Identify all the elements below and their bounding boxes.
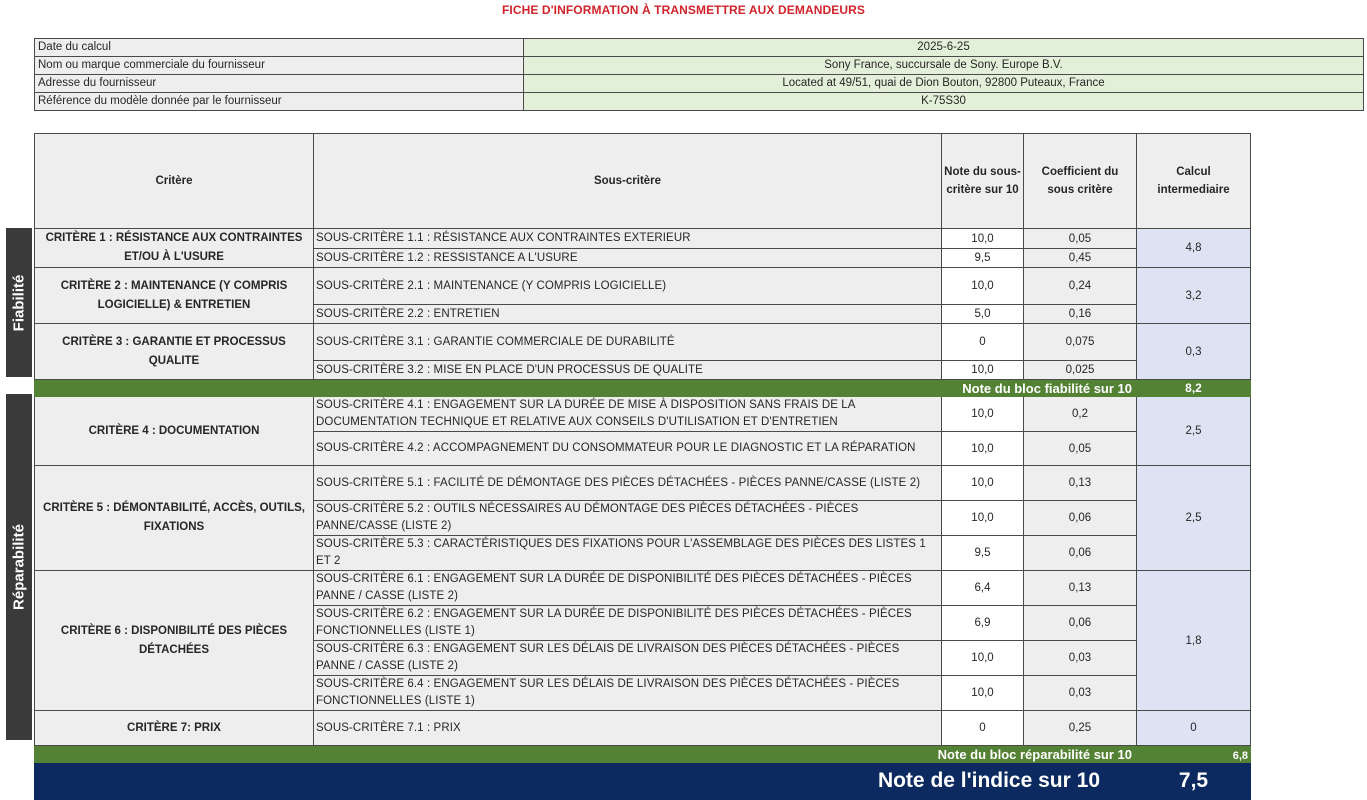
subcriterion-coef: 0,13 — [1024, 571, 1137, 606]
table-row — [35, 397, 1251, 432]
subcriterion-note[interactable]: 10,0 — [942, 466, 1024, 501]
subcriterion-label: SOUS-CRITÈRE 5.2 : OUTILS NÉCESSAIRES AU DÉMONTAGE DES PIÈCES DÉTACHÉES - PIÈCES PANNE/CASSE (LISTE 2) — [314, 501, 942, 536]
criterion-calc: 1,8 — [1137, 571, 1251, 711]
subcriterion-label: SOUS-CRITÈRE 1.2 : RESSISTANCE A L'USURE — [314, 249, 942, 268]
subcriterion-note[interactable]: 10,0 — [942, 501, 1024, 536]
subcriterion-label: SOUS-CRITÈRE 6.2 : ENGAGEMENT SUR LA DURÉE DE DISPONIBILITÉ DES PIÈCES DÉTACHÉES - PIÈCES FONCTIONNELLES (LISTE 1) — [314, 606, 942, 641]
info-row — [35, 39, 1364, 57]
criterion-calc: 2,5 — [1137, 397, 1251, 466]
subcriterion-note[interactable]: 0 — [942, 711, 1024, 746]
band-reparabilite-label: Réparabilité — [10, 524, 28, 610]
subcriterion-coef: 0,06 — [1024, 501, 1137, 536]
subcriterion-note[interactable]: 0 — [942, 324, 1024, 361]
subcriterion-coef: 0,025 — [1024, 361, 1137, 380]
score-table — [34, 133, 1251, 800]
subcriterion-label: SOUS-CRITÈRE 1.1 : RÉSISTANCE AUX CONTRAINTES EXTERIEUR — [314, 229, 942, 249]
header-note: Note du sous-critère sur 10 — [942, 134, 1024, 229]
subcriterion-note[interactable]: 10,0 — [942, 229, 1024, 249]
bloc-reparabilite-label: Note du bloc réparabilité sur 10 — [35, 746, 1137, 763]
info-row — [35, 93, 1364, 111]
header-sous-critere: Sous-critère — [314, 134, 942, 229]
subcriterion-coef: 0,03 — [1024, 676, 1137, 711]
subcriterion-note[interactable]: 9,5 — [942, 536, 1024, 571]
subcriterion-label: SOUS-CRITÈRE 4.2 : ACCOMPAGNEMENT DU CONSOMMATEUR POUR LE DIAGNOSTIC ET LA RÉPARATION — [314, 432, 942, 466]
band-fiabilite — [6, 228, 32, 377]
subcriterion-note[interactable]: 10,0 — [942, 397, 1024, 432]
info-value[interactable]: 2025-6-25 — [524, 39, 1364, 57]
criterion-calc: 0 — [1137, 711, 1251, 746]
indice-value: 7,5 — [1137, 763, 1251, 800]
subcriterion-label: SOUS-CRITÈRE 6.3 : ENGAGEMENT SUR LES DÉLAIS DE LIVRAISON DES PIÈCES DÉTACHÉES - PIÈCES PANNE / CASSE (LISTE 2) — [314, 641, 942, 676]
criterion-label: CRITÈRE 6 : DISPONIBILITÉ DES PIÈCES DÉTACHÉES — [35, 571, 314, 711]
info-label: Adresse du fournisseur — [35, 75, 524, 93]
indice-label: Note de l'indice sur 10 — [35, 763, 1137, 800]
table-row — [35, 711, 1251, 746]
subcriterion-coef: 0,05 — [1024, 432, 1137, 466]
supplier-info-table — [34, 38, 1364, 111]
criterion-label: CRITÈRE 1 : RÉSISTANCE AUX CONTRAINTES ET/OU À L'USURE — [35, 229, 314, 268]
header-coef: Coefficient du sous critère — [1024, 134, 1137, 229]
subcriterion-note[interactable]: 10,0 — [942, 268, 1024, 305]
info-label: Nom ou marque commerciale du fournisseur — [35, 57, 524, 75]
subcriterion-note[interactable]: 5,0 — [942, 305, 1024, 324]
bloc-fiabilite-row — [35, 380, 1251, 397]
subcriterion-label: SOUS-CRITÈRE 3.1 : GARANTIE COMMERCIALE DE DURABILITÉ — [314, 324, 942, 361]
subcriterion-coef: 0,2 — [1024, 397, 1137, 432]
criterion-calc: 2,5 — [1137, 466, 1251, 571]
table-row — [35, 466, 1251, 501]
info-value[interactable]: Located at 49/51, quai de Dion Bouton, 92800 Puteaux, France — [524, 75, 1364, 93]
info-row — [35, 57, 1364, 75]
subcriterion-note[interactable]: 6,4 — [942, 571, 1024, 606]
criterion-label: CRITÈRE 5 : DÉMONTABILITÉ, ACCÈS, OUTILS, FIXATIONS — [35, 466, 314, 571]
subcriterion-coef: 0,45 — [1024, 249, 1137, 268]
subcriterion-label: SOUS-CRITÈRE 6.4 : ENGAGEMENT SUR LES DÉLAIS DE LIVRAISON DES PIÈCES DÉTACHÉES - PIÈCES FONCTIONNELLES (LISTE 1) — [314, 676, 942, 711]
bloc-reparabilite-value: 6,8 — [1137, 746, 1251, 763]
criterion-label: CRITÈRE 3 : GARANTIE ET PROCESSUS QUALITE — [35, 324, 314, 380]
subcriterion-label: SOUS-CRITÈRE 5.3 : CARACTÉRISTIQUES DES FIXATIONS POUR L'ASSEMBLAGE DES PIÈCES DES LISTES 1 ET 2 — [314, 536, 942, 571]
bloc-fiabilite-value: 8,2 — [1137, 380, 1251, 397]
indice-row — [35, 763, 1251, 800]
subcriterion-label: SOUS-CRITÈRE 2.1 : MAINTENANCE (Y COMPRIS LOGICIELLE) — [314, 268, 942, 305]
subcriterion-note[interactable]: 6,9 — [942, 606, 1024, 641]
criterion-label: CRITÈRE 2 : MAINTENANCE (Y COMPRIS LOGICIELLE) & ENTRETIEN — [35, 268, 314, 324]
subcriterion-coef: 0,24 — [1024, 268, 1137, 305]
subcriterion-coef: 0,25 — [1024, 711, 1137, 746]
info-label: Référence du modèle donnée par le fournisseur — [35, 93, 524, 111]
subcriterion-label: SOUS-CRITÈRE 4.1 : ENGAGEMENT SUR LA DURÉE DE MISE À DISPOSITION SANS FRAIS DE LA DOCUMENTATION TECHNIQUE ET RELATIVE AUX CONSEILS D'UTILISATION ET D'ENTRETIEN — [314, 397, 942, 432]
subcriterion-coef: 0,16 — [1024, 305, 1137, 324]
bloc-fiabilite-label: Note du bloc fiabilité sur 10 — [35, 380, 1137, 397]
subcriterion-note[interactable]: 10,0 — [942, 676, 1024, 711]
criterion-calc: 4,8 — [1137, 229, 1251, 268]
table-row — [35, 324, 1251, 361]
header-calc: Calcul intermediaire — [1137, 134, 1251, 229]
subcriterion-label: SOUS-CRITÈRE 6.1 : ENGAGEMENT SUR LA DURÉE DE DISPONIBILITÉ DES PIÈCES DÉTACHÉES - PIÈCES PANNE / CASSE (LISTE 2) — [314, 571, 942, 606]
criterion-label: CRITÈRE 4 : DOCUMENTATION — [35, 397, 314, 466]
table-row — [35, 268, 1251, 305]
table-row — [35, 229, 1251, 249]
subcriterion-coef: 0,06 — [1024, 606, 1137, 641]
subcriterion-note[interactable]: 10,0 — [942, 361, 1024, 380]
band-reparabilite — [6, 394, 32, 740]
subcriterion-label: SOUS-CRITÈRE 7.1 : PRIX — [314, 711, 942, 746]
band-fiabilite-label: Fiabilité — [10, 274, 28, 331]
info-value[interactable]: Sony France, succursale de Sony. Europe B.V. — [524, 57, 1364, 75]
sheet-title: FICHE D'INFORMATION À TRANSMETTRE AUX DEMANDEURS — [502, 3, 865, 17]
info-label: Date du calcul — [35, 39, 524, 57]
subcriterion-coef: 0,06 — [1024, 536, 1137, 571]
criterion-label: CRITÈRE 7: PRIX — [35, 711, 314, 746]
subcriterion-label: SOUS-CRITÈRE 2.2 : ENTRETIEN — [314, 305, 942, 324]
subcriterion-coef: 0,03 — [1024, 641, 1137, 676]
header-row — [35, 134, 1251, 229]
subcriterion-coef: 0,075 — [1024, 324, 1137, 361]
subcriterion-coef: 0,05 — [1024, 229, 1137, 249]
table-row — [35, 571, 1251, 606]
subcriterion-label: SOUS-CRITÈRE 3.2 : MISE EN PLACE D'UN PROCESSUS DE QUALITE — [314, 361, 942, 380]
info-value[interactable]: K-75S30 — [524, 93, 1364, 111]
info-row — [35, 75, 1364, 93]
header-critere: Critère — [35, 134, 314, 229]
subcriterion-note[interactable]: 9,5 — [942, 249, 1024, 268]
criterion-calc: 0,3 — [1137, 324, 1251, 380]
subcriterion-coef: 0,13 — [1024, 466, 1137, 501]
criterion-calc: 3,2 — [1137, 268, 1251, 324]
subcriterion-label: SOUS-CRITÈRE 5.1 : FACILITÉ DE DÉMONTAGE DES PIÈCES DÉTACHÉES - PIÈCES PANNE/CASSE (LISTE 2) — [314, 466, 942, 501]
subcriterion-note[interactable]: 10,0 — [942, 432, 1024, 466]
bloc-reparabilite-row — [35, 746, 1251, 763]
subcriterion-note[interactable]: 10,0 — [942, 641, 1024, 676]
